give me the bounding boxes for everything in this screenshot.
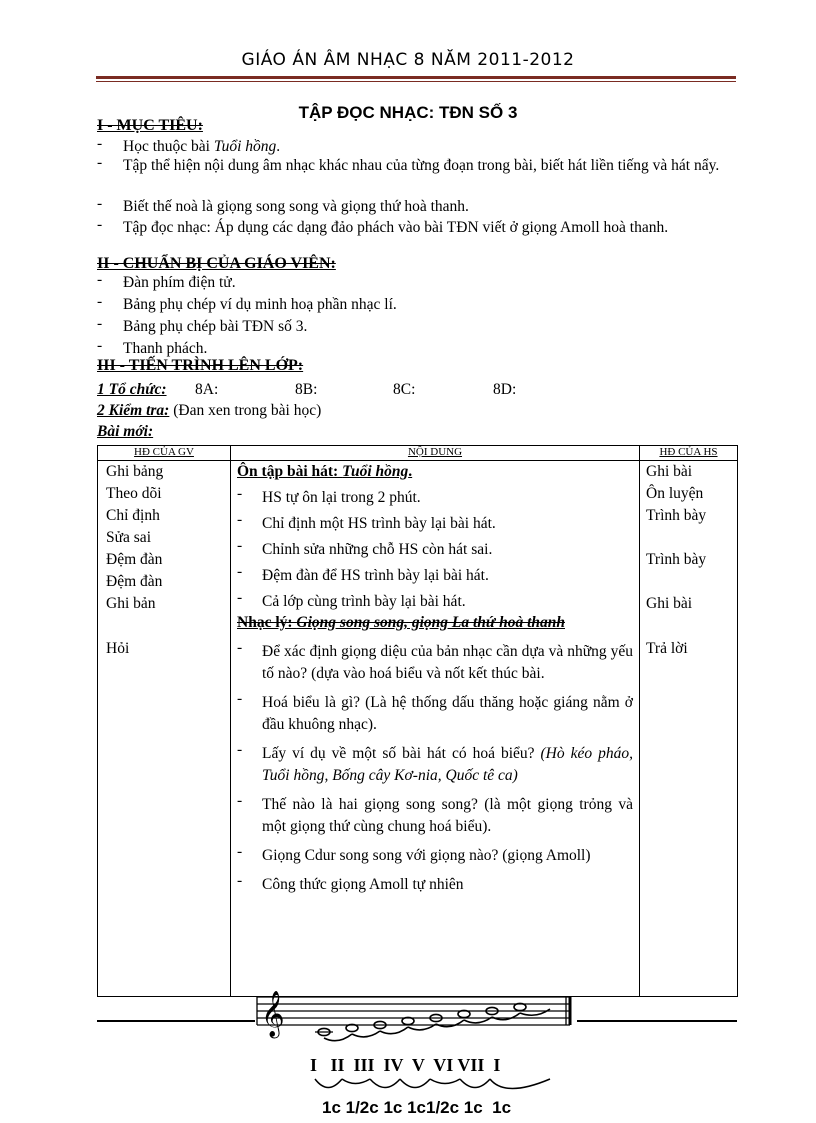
student-activity: Ghi bài bbox=[646, 463, 693, 480]
footer-rule-right bbox=[577, 1020, 737, 1022]
student-activity: Ghi bài bbox=[646, 595, 693, 612]
header-rule-thin bbox=[96, 81, 736, 82]
student-activity-cell bbox=[640, 461, 738, 997]
prep-item: - Đàn phím điện tử. bbox=[97, 271, 236, 291]
content-cell bbox=[231, 461, 640, 997]
content-item: - Công thức giọng Amoll tự nhiên bbox=[237, 872, 464, 893]
content-item: - HS tự ôn lại trong 2 phút. bbox=[237, 485, 421, 506]
section-preparation: II - CHUẨN BỊ CỦA GIÁO VIÊN: bbox=[97, 255, 336, 272]
footer-rule-left bbox=[97, 1020, 255, 1022]
interval-arcs bbox=[310, 1076, 560, 1098]
teacher-activity: Sửa sai bbox=[106, 529, 151, 546]
objective-item: - Biết thế noà là giọng song song và giọng thứ hoà thanh. bbox=[97, 195, 469, 215]
content-item: - Để xác định giọng diệu của bản nhạc cần dựa và những yếu tố nào? (dựa vào hoá biểu và nốt kết thúc bài. bbox=[237, 639, 633, 682]
content-item: - Lấy ví dụ về một số bài hát có hoá biểu? (Hò kéo pháo, Tuổi hồng, Bống cây Kơ-nia, Quốc tê ca) bbox=[237, 741, 633, 784]
lesson-title: TẬP ĐỌC NHẠC: TĐN SỐ 3 bbox=[298, 103, 518, 122]
col-header-student: HĐ CỦA HS bbox=[640, 446, 738, 461]
new-lesson-label: Bài mới: bbox=[97, 423, 154, 440]
student-activity: Trình bày bbox=[646, 551, 707, 568]
student-activity: Trình bày bbox=[646, 507, 707, 524]
prep-item: - Bảng phụ chép bài TĐN số 3. bbox=[97, 315, 308, 335]
content-item: - Cả lớp cùng trình bày lại bài hát. bbox=[237, 589, 466, 610]
student-activity: Ôn luyện bbox=[646, 485, 704, 502]
interval-values: 1c 1/2c 1c 1c1/2c 1c 1c bbox=[322, 1098, 512, 1117]
content-item: - Thế nào là hai giọng song song? (là một giọng trỏng và một giọng thứ cùng chung hoá biểu). bbox=[237, 792, 633, 835]
section-procedure: III - TIẾN TRÌNH LÊN LỚP: bbox=[97, 357, 304, 374]
page-header: GIÁO ÁN ÂM NHẠC 8 NĂM 2011-2012 bbox=[241, 50, 575, 70]
content-item: - Chỉ định một HS trình bày lại bài hát. bbox=[237, 511, 496, 532]
student-activity: Trả lời bbox=[646, 640, 688, 657]
teacher-activity: Theo dõi bbox=[106, 485, 162, 502]
check-row: 2 Kiểm tra: (Đan xen trong bài học) bbox=[97, 402, 322, 419]
review-heading: Ôn tập bài hát: Tuổi hồng. bbox=[237, 463, 413, 480]
section-objectives: I - MỤC TIÊU: bbox=[97, 117, 203, 134]
scale-degrees: I II III IV V VI VII I bbox=[310, 1055, 501, 1075]
objective-item: - Tập thể hiện nội dung âm nhạc khác nhau của từng đoạn trong bài, biết hát liền tiếng và hát nẩy. bbox=[97, 154, 720, 174]
objective-item: - Học thuộc bài Tuổi hồng. bbox=[97, 135, 281, 155]
lesson-table bbox=[97, 445, 738, 997]
theory-heading: Nhạc lý: Giọng song song, giọng La thứ hoà thanh bbox=[237, 614, 565, 631]
objective-item: - Tập đọc nhạc: Áp dụng các dạng đảo phách vào bài TĐN viết ở giọng Amoll hoà thanh. bbox=[97, 216, 669, 236]
teacher-activity-cell bbox=[98, 461, 231, 997]
col-header-teacher: HĐ CỦA GV bbox=[98, 446, 231, 461]
teacher-activity: Hỏi bbox=[106, 640, 130, 657]
content-item: - Hoá biểu là gì? (Là hệ thống dấu thăng hoặc giáng nằm ở đầu khuông nhạc). bbox=[237, 690, 633, 733]
teacher-activity: Đệm đàn bbox=[106, 573, 163, 590]
organization-row: 1 Tổ chức: 8A: 8B: 8C: 8D: bbox=[97, 381, 517, 398]
col-header-content: NỘI DUNG bbox=[231, 446, 640, 461]
teacher-activity: Ghi bản bbox=[106, 595, 156, 612]
treble-clef-icon: 𝄞 bbox=[261, 991, 285, 1037]
prep-item: - Thanh phách. bbox=[97, 337, 208, 357]
header-rule bbox=[96, 76, 736, 79]
content-item: - Đệm đàn để HS trình bày lại bài hát. bbox=[237, 563, 489, 584]
prep-item: - Bảng phụ chép ví dụ minh hoạ phần nhạc lí. bbox=[97, 293, 397, 313]
music-staff-illustration bbox=[255, 985, 580, 1050]
content-item: - Chỉnh sửa những chỗ HS còn hát sai. bbox=[237, 537, 493, 558]
teacher-activity: Ghi bảng bbox=[106, 463, 164, 480]
teacher-activity: Chỉ định bbox=[106, 507, 160, 524]
teacher-activity: Đệm đàn bbox=[106, 551, 163, 568]
content-item: - Giọng Cdur song song với giọng nào? (giọng Amoll) bbox=[237, 843, 591, 864]
